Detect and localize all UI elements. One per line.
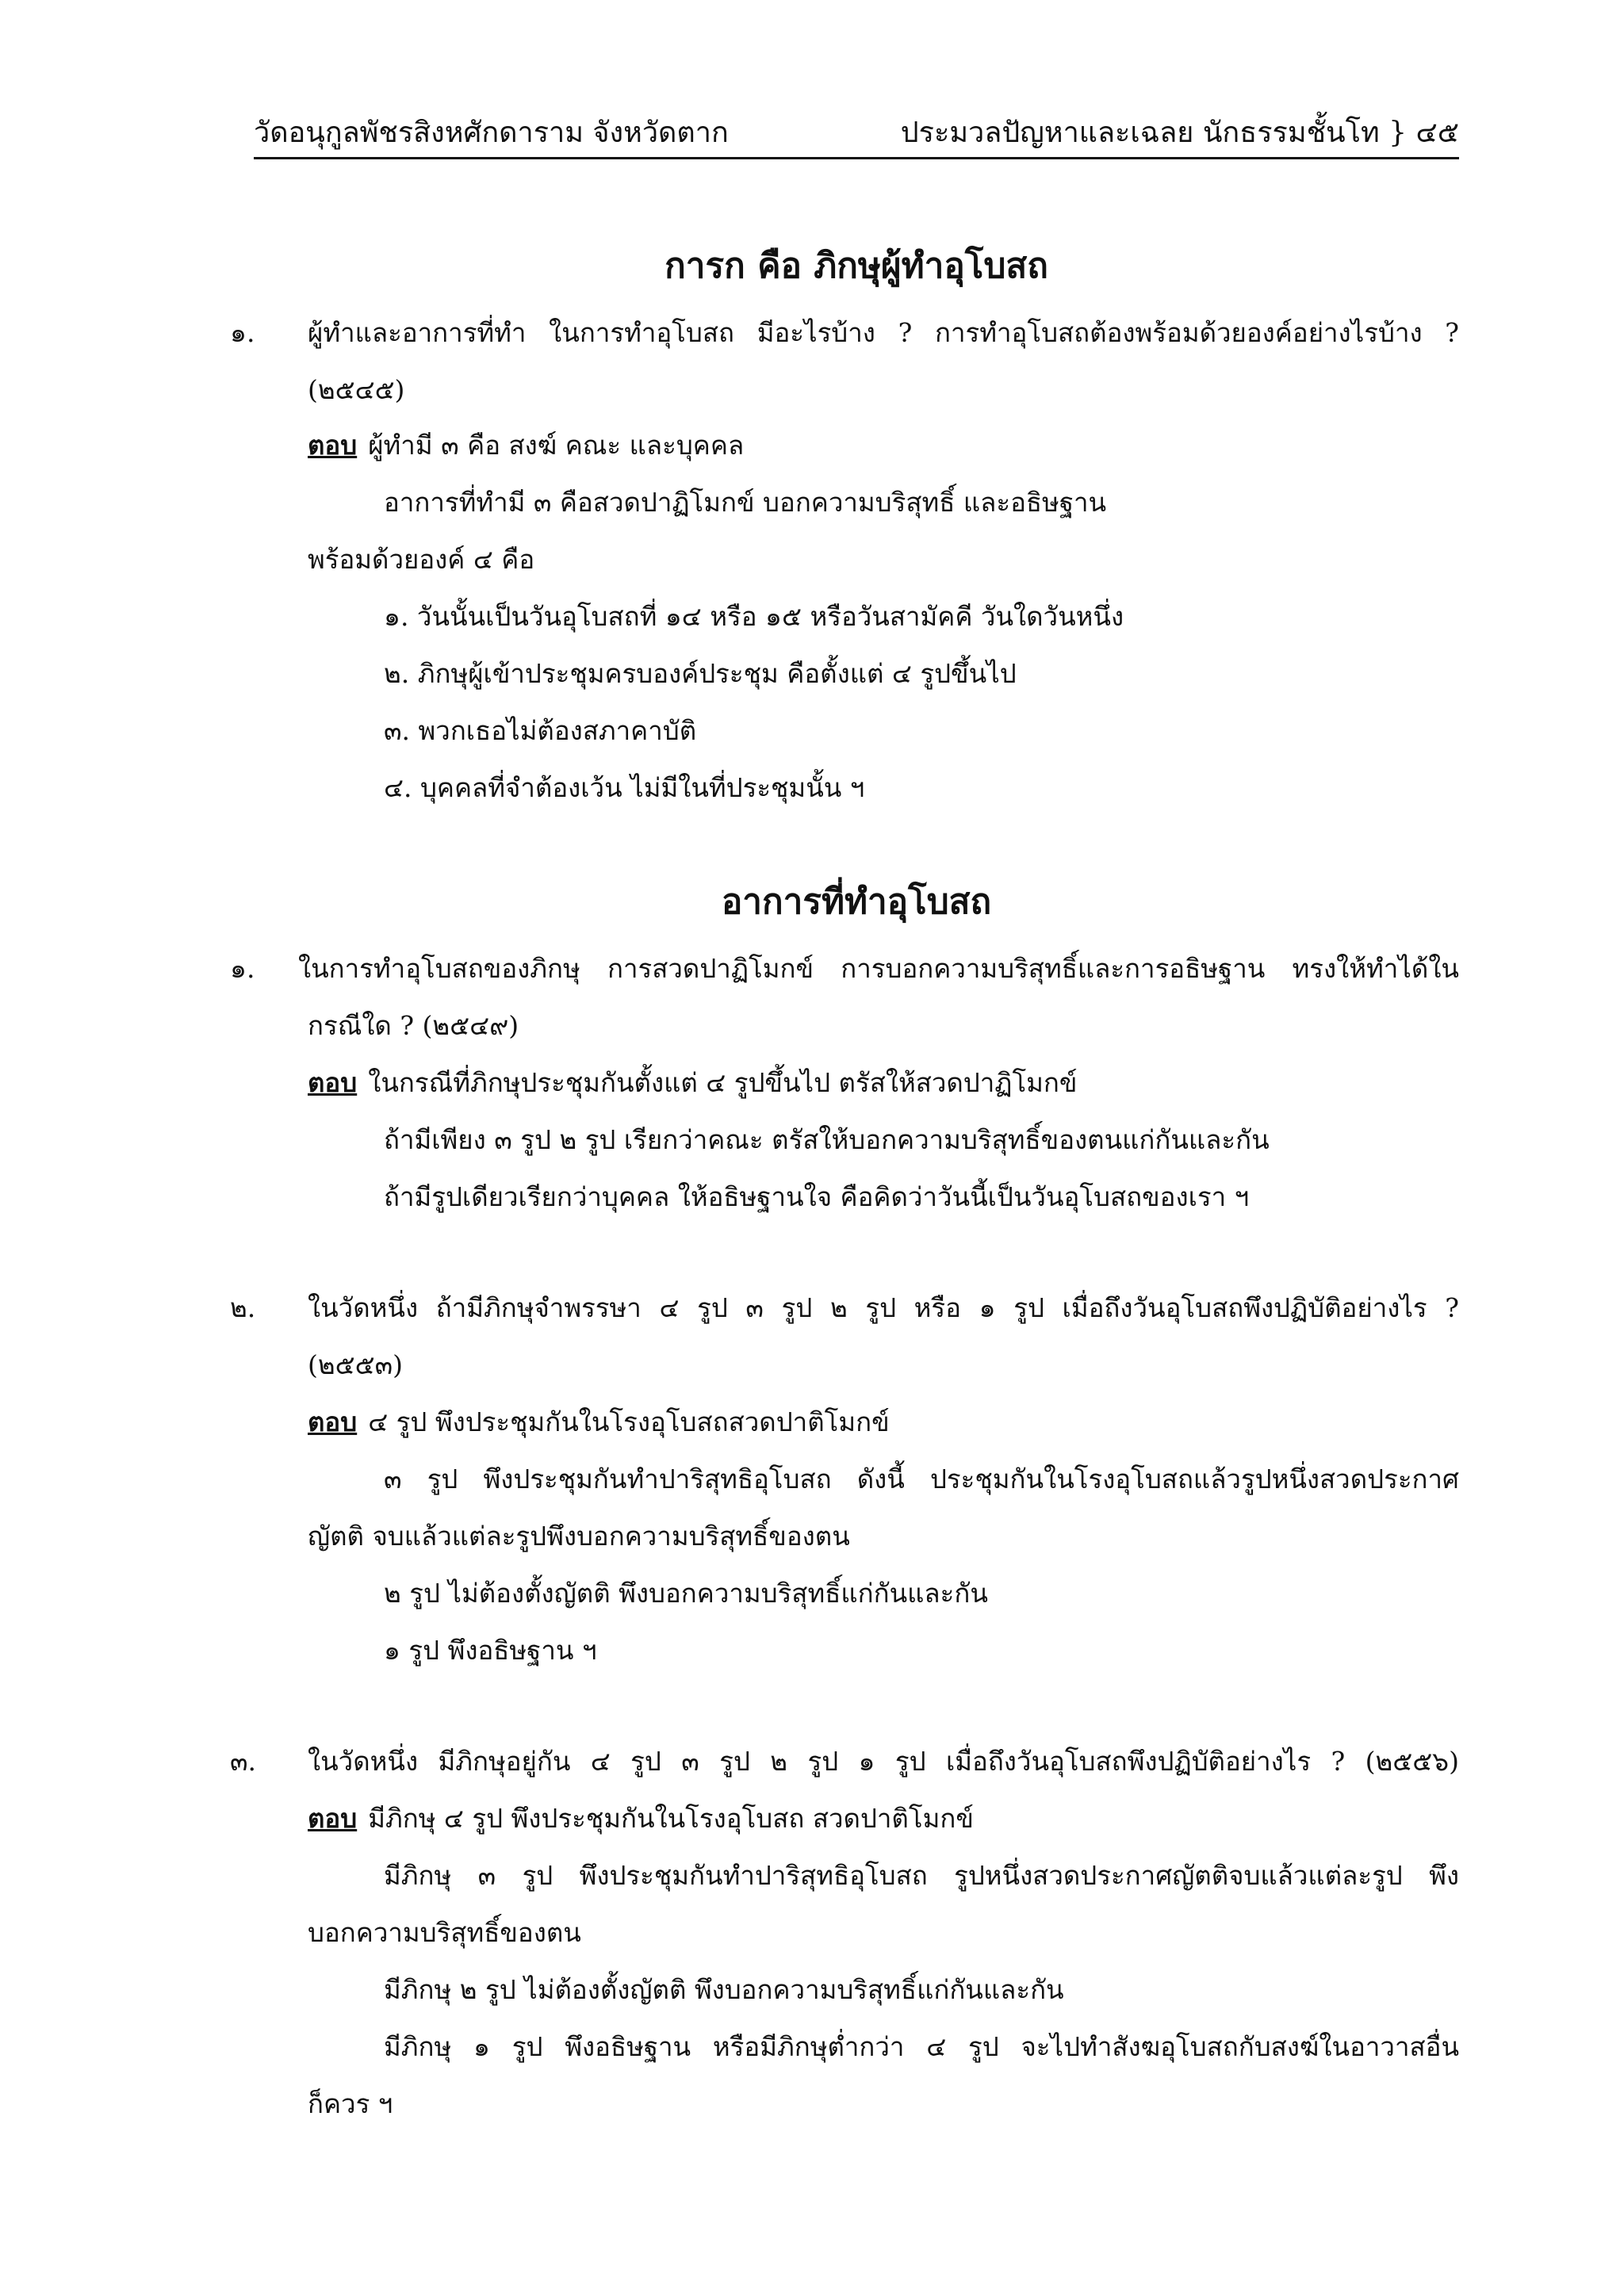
question-number: ๑. [230, 953, 255, 984]
answer-line: ถ้ามีรูปเดียวเรียกว่าบุคคล ให้อธิษฐานใจ คือคิดว่าวันนี้เป็นวันอุโบสถของเรา ฯ [384, 1181, 1250, 1212]
question-number: ๓. [230, 1746, 257, 1777]
answer-line [308, 423, 744, 468]
answer-text: ผู้ทำมี ๓ คือ สงฆ์ คณะ และบุคคล [368, 430, 745, 461]
question-text: กรณีใด ? (๒๕๔๙) [308, 1010, 519, 1041]
answer-line: อาการที่ทำมี ๓ คือสวดปาฏิโมกข์ บอกความบริสุทธิ์ และอธิษฐาน [384, 487, 1107, 518]
answer-label: ตอบ [308, 1067, 358, 1098]
answer-text: ในกรณีที่ภิกษุประชุมกันตั้งแต่ ๔ รูปขึ้นไป ตรัสให้สวดปาฏิโมกข์ [368, 1067, 1078, 1098]
question-number: ๒. [230, 1292, 256, 1323]
answer-line: บอกความบริสุทธิ์ของตน [308, 1917, 581, 1948]
section-title-karaka: การก คือ ภิกษุผู้ทำอุโบสถ [665, 246, 1048, 286]
list-item: ๑. วันนั้นเป็นวันอุโบสถที่ ๑๔ หรือ ๑๕ หรือวันสามัคคี วันใดวันหนึ่ง [384, 601, 1124, 632]
list-item: ๔. บุคคลที่จำต้องเว้น ไม่มีในที่ประชุมนั้น ฯ [384, 772, 865, 803]
question-year: (๒๕๕๓) [308, 1349, 404, 1380]
question-text: ในการทำอุโบสถของภิกษุ การสวดปาฏิโมกข์ การบอกความบริสุทธิ์และการอธิษฐาน ทรงให้ทำได้ใน [298, 953, 1459, 984]
question-text: ผู้ทำและอาการที่ทำ ในการทำอุโบสถ มีอะไรบ้าง ? การทำอุโบสถต้องพร้อมด้วยองค์อย่างไรบ้าง ? [308, 317, 1459, 348]
question-text: ในวัดหนึ่ง มีภิกษุอยู่กัน ๔ รูป ๓ รูป ๒ รูป ๑ รูป เมื่อถึงวันอุโบสถพึงปฏิบัติอย่างไร ? (๒๕๕๖) [308, 1746, 1459, 1777]
header-right: ประมวลปัญหาและเฉลย นักธรรมชั้นโท } ๔๕ [900, 117, 1459, 149]
answer-text: มีภิกษุ ๔ รูป พึงประชุมกันในโรงอุโบสถ สวดปาติโมกข์ [368, 1803, 974, 1834]
list-item: ๒. ภิกษุผู้เข้าประชุมครบองค์ประชุม คือตั้งแต่ ๔ รูปขึ้นไป [384, 658, 1017, 689]
header-left: วัดอนุกูลพัชรสิงหศักดาราม จังหวัดตาก [254, 117, 729, 149]
page-header [254, 109, 1459, 157]
answer-line [308, 1061, 1077, 1105]
question-number: ๑. [230, 317, 255, 348]
answer-text: ๔ รูป พึงประชุมกันในโรงอุโบสถสวดปาติโมกข์ [368, 1406, 890, 1437]
answer-line: ก็ควร ฯ [308, 2088, 393, 2119]
section-title-akara: อาการที่ทำอุโบสถ [721, 882, 992, 922]
answer-label: ตอบ [308, 1406, 358, 1437]
answer-line: ๒ รูป ไม่ต้องตั้งญัตติ พึงบอกความบริสุทธิ์แก่กันและกัน [384, 1578, 988, 1609]
list-item: ๓. พวกเธอไม่ต้องสภาคาบัติ [384, 715, 697, 746]
answer-label: ตอบ [308, 430, 358, 461]
answer-line: มีภิกษุ ๓ รูป พึงประชุมกันทำปาริสุทธิอุโบสถ รูปหนึ่งสวดประกาศญัตติจบแล้วแต่ละรูป พึง [384, 1860, 1459, 1891]
answer-line [308, 1400, 890, 1445]
answer-line [308, 1797, 974, 1841]
answer-line: ๓ รูป พึงประชุมกันทำปาริสุทธิอุโบสถ ดังนี้ ประชุมกันในโรงอุโบสถแล้วรูปหนึ่งสวดประกาศ [384, 1464, 1459, 1494]
answer-line: มีภิกษุ ๑ รูป พึงอธิษฐาน หรือมีภิกษุต่ำกว่า ๔ รูป จะไปทำสังฆอุโบสถกับสงฆ์ในอาวาสอื่น [384, 2031, 1459, 2062]
answer-line: มีภิกษุ ๒ รูป ไม่ต้องตั้งญัตติ พึงบอกความบริสุทธิ์แก่กันและกัน [384, 1974, 1064, 2005]
answer-line: พร้อมด้วยองค์ ๔ คือ [308, 544, 535, 575]
header-rule [254, 157, 1459, 159]
question-text: ในวัดหนึ่ง ถ้ามีภิกษุจำพรรษา ๔ รูป ๓ รูป ๒ รูป หรือ ๑ รูป เมื่อถึงวันอุโบสถพึงปฏิบัติอย่างไร ? [308, 1292, 1459, 1323]
answer-line: ญัตติ จบแล้วแต่ละรูปพึงบอกความบริสุทธิ์ของตน [308, 1521, 850, 1552]
answer-line: ๑ รูป พึงอธิษฐาน ฯ [384, 1635, 597, 1666]
question-year: (๒๕๔๕) [308, 374, 405, 405]
answer-line: ถ้ามีเพียง ๓ รูป ๒ รูป เรียกว่าคณะ ตรัสให้บอกความบริสุทธิ์ของตนแก่กันและกัน [384, 1124, 1270, 1155]
answer-label: ตอบ [308, 1803, 358, 1834]
